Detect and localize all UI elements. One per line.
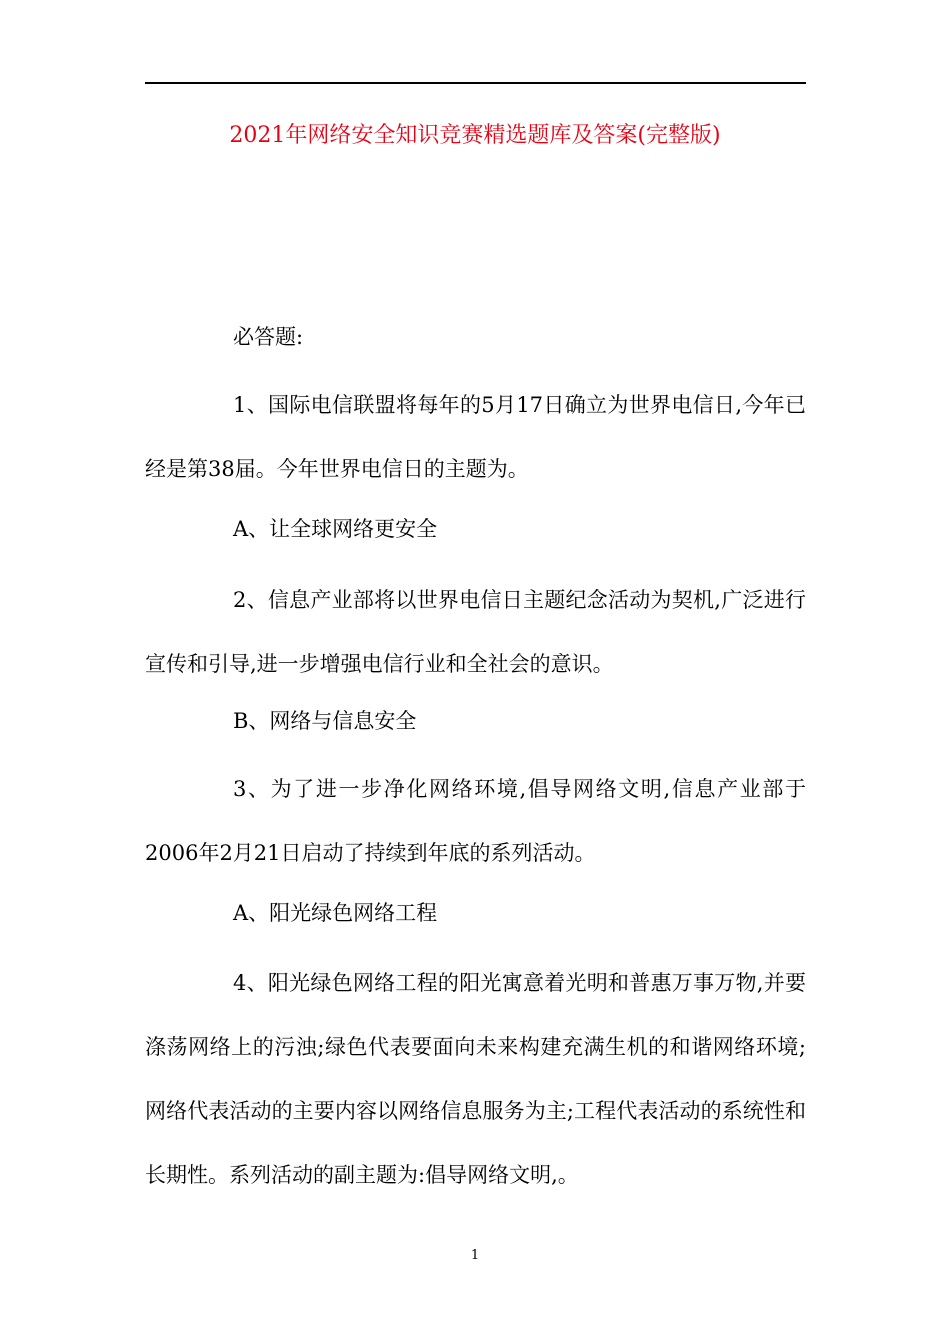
document-title: 2021年网络安全知识竞赛精选题库及答案(完整版): [229, 123, 721, 148]
question-1: 1、国际电信联盟将每年的5月17日确立为世界电信日,今年已经是第38届。今年世界电信日的主题为。: [145, 393, 806, 481]
question-3: 3、为了进一步净化网络环境,倡导网络文明,信息产业部于2006年2月21日启动了持续到年底的系列活动。: [145, 777, 806, 865]
answer-1: A、让全球网络更安全: [233, 517, 438, 541]
header-rule: [145, 82, 806, 84]
question-2: 2、信息产业部将以世界电信日主题纪念活动为契机,广泛进行宣传和引导,进一步增强电信行业和全社会的意识。: [145, 588, 806, 676]
question-4: 4、阳光绿色网络工程的阳光寓意着光明和普惠万事万物,并要涤荡网络上的污浊;绿色代表要面向未来构建充满生机的和谐网络环境;网络代表活动的主要内容以网络信息服务为主;工程代表活动的系统性和长期性。系列活动的副主题为:倡导网络文明,。: [145, 971, 806, 1187]
section-heading: 必答题:: [233, 325, 304, 349]
answer-2: B、网络与信息安全: [233, 709, 417, 733]
page-number: 1: [470, 1248, 480, 1263]
answer-3: A、阳光绿色网络工程: [233, 901, 438, 925]
